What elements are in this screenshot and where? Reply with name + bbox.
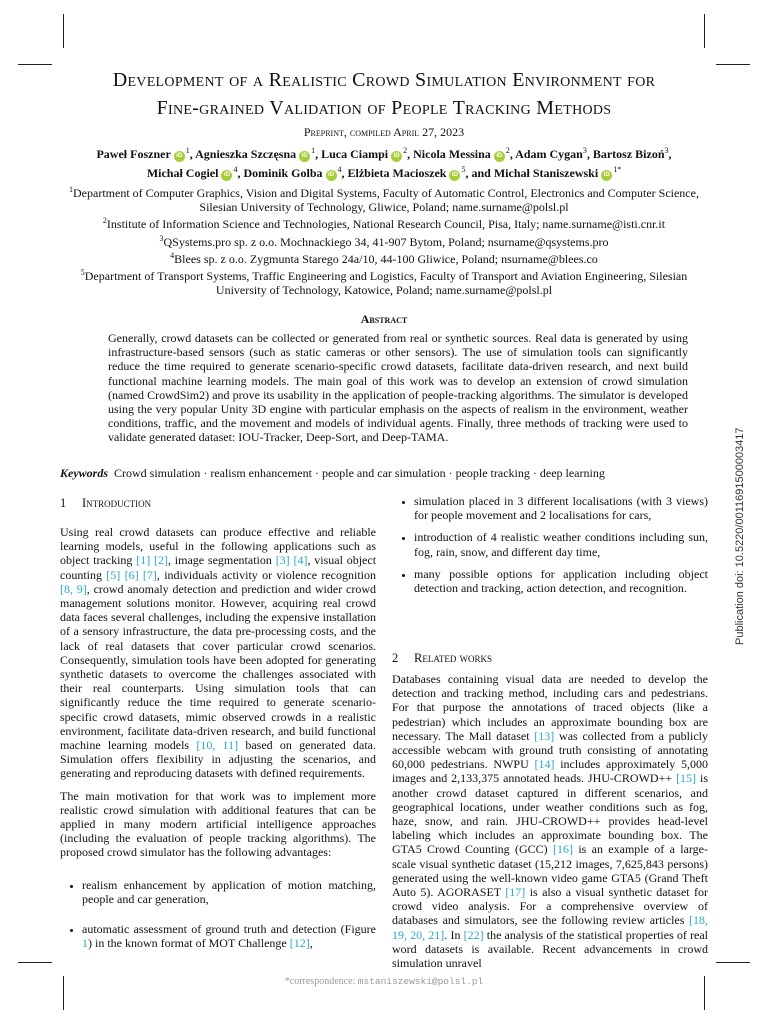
author-name: Michał Staniszewski <box>493 166 599 180</box>
list-item: • many possible options for application including object detection and tracking, action detection, and recognition. <box>414 567 708 595</box>
paper-title <box>60 66 708 122</box>
author-affiliation-number: 4 <box>233 165 238 174</box>
title-line-1: Development of a Realistic Crowd Simulation Environment for <box>112 69 656 91</box>
correspondence-footer <box>60 976 708 987</box>
citation-link[interactable]: [7] <box>142 567 157 582</box>
left-column <box>60 525 376 958</box>
crop-mark <box>18 64 52 65</box>
citation-link[interactable]: [15] <box>676 771 697 786</box>
author <box>593 147 669 161</box>
section-heading-related-works <box>392 651 492 666</box>
publication-doi: Publication doi: 10.5220/0011691500003417 <box>734 427 746 645</box>
author-affiliation-number: 5 <box>461 165 466 174</box>
text-run: based on generated data. Simulation offers flexibility in adjusting the scenarios, and generating and reproducing datasets with defined requirements. <box>60 738 376 781</box>
affiliation-text: Blees sp. z o.o. Zygmunta Starego 24a/10, 44-100 Gliwice, Poland; nsurname@blees.co <box>174 251 598 266</box>
list-item <box>82 922 376 950</box>
author <box>147 166 238 180</box>
author-affiliation-number: 2 <box>403 146 408 155</box>
affiliation-list <box>60 183 708 297</box>
citation-link[interactable]: [2] <box>154 553 169 568</box>
author-name: Bartosz Bizoń <box>592 147 665 161</box>
text-run: was collected from a publicly accessible webcam with ground truth consisting of annotating 60,000 pedestrians. NWPU <box>392 728 709 772</box>
orcid-icon[interactable]: iD <box>601 170 612 181</box>
advantages-list <box>60 878 376 951</box>
citation-link[interactable]: 1 <box>82 936 88 951</box>
orcid-icon[interactable]: iD <box>391 151 402 162</box>
list-item: • realism enhancement by application of motion matching, people and car generation, <box>82 878 376 906</box>
affiliation <box>60 249 708 266</box>
citation-link[interactable]: [5] <box>106 567 121 582</box>
orcid-icon[interactable]: iD <box>449 170 460 181</box>
advantages-list-continued <box>392 494 708 595</box>
text-run: is an example of a large-scale visual synthetic dataset (15,212 images, 7,625,843 persons) generated using the well-known video game GTA5 (Grand Theft Auto 5). AGORASET <box>392 842 708 900</box>
author-name: Adam Cygan <box>515 147 583 161</box>
orcid-icon[interactable]: iD <box>494 151 505 162</box>
text-run: automatic assessment of ground truth and detection (Figure <box>82 922 376 937</box>
author-name: Luca Ciampi <box>321 147 389 161</box>
author <box>243 166 341 180</box>
text-run: . In <box>444 927 464 942</box>
crop-mark <box>63 14 64 48</box>
orcid-icon[interactable]: iD <box>221 170 232 181</box>
text-run: Databases containing visual data are needed to develop the detection and tracking method, including cars and pedestrians. For that purpose the annotations of traced objects (like a pedestrian) which includes an approximate bounding box are necessary. The Mall dataset <box>392 672 708 743</box>
affiliation-text: Department of Transport Systems, Traffic Engineering and Logistics, Faculty of Transport and Aviation Engineering, Silesian University of Technology, Katowice, Poland; name.surname@polsl.pl <box>84 269 688 298</box>
citation-link[interactable]: [3] <box>275 553 290 568</box>
section-heading-introduction <box>60 496 151 511</box>
citation-link[interactable]: [8, 9] <box>60 581 87 596</box>
author-name: Nicola Messina <box>413 147 491 161</box>
right-column <box>392 494 708 603</box>
text-run: , crowd anomaly detection and prediction and wider crowd management solutions monitor. However, acquiring real crowd data faces several challenges, including the expensive installation of a sensory infrastructure, the data pre-processing costs, and the lack of real datasets that cover particular crowd scenarios. Consequently, simulation tools have been adopted for generating synthetic datasets to overcome the challenges associated with their real counterparts. Using simulation tools that can significantly reduce the time required to generate scenario-specific crowd datasets, mimic observed crowds in a realistic environment, facilitate data-driven research, and build functional machine learning models <box>60 581 376 753</box>
affiliation <box>60 232 708 249</box>
author <box>413 147 510 161</box>
author-affiliation-number: 2 <box>505 146 510 155</box>
affiliation-number: 3 <box>159 233 164 243</box>
affiliation <box>60 214 708 231</box>
citation-link[interactable]: [6] <box>124 567 139 582</box>
author-affiliation-number: 1 <box>185 146 190 155</box>
author-name: Dominik Golba <box>243 166 323 180</box>
related-works-paragraph <box>392 672 708 970</box>
orcid-icon[interactable]: iD <box>326 170 337 181</box>
author-name: Paweł Foszner <box>96 147 171 161</box>
author-list: Paweł Foszner $iD^1$, Agnieszka Szczęsna $iD^1$, Luca Ciampi $iD^2$, Nicola Messina $iD^2$, Adam Cygan$^3$, Bartosz Bizoń$^3$, Michał Cogiel $iD^4$, Dominik Golba $iD^4$, Elżbieta Macioszek $iD^5$, and Michał Staniszewski $iD^{1*}$ <box>96 146 672 180</box>
abstract-heading: Abstract <box>360 312 408 326</box>
affiliation-text: QSystems.pro sp. z o.o. Mochnackiego 34, 41-907 Bytom, Poland; nsurname@qsystems.pro <box>163 234 609 249</box>
text-run: is another crowd dataset captured in different scenarios, and geographical locations, under weather conditions such as fog, haze, snow, and rain. JHU-CROWD++ provides head-level labeling which includes an approximate bounding box. The GTA5 Crowd Counting (GCC) <box>392 771 708 857</box>
crop-mark <box>704 14 705 48</box>
affiliation <box>60 266 708 297</box>
author <box>195 147 315 161</box>
title-line-2: Fine-grained Validation of People Tracking Methods <box>156 97 612 119</box>
preprint-date: Preprint, compiled April 27, 2023 <box>303 125 465 139</box>
orcid-icon[interactable]: iD <box>174 151 185 162</box>
right-column-body <box>392 672 708 978</box>
author-affiliation-number: 1* <box>613 165 622 174</box>
text-run: , <box>309 936 313 951</box>
section-number: 1 <box>60 496 67 510</box>
citation-link[interactable]: [1] <box>136 553 151 568</box>
crop-mark <box>716 962 750 963</box>
intro-paragraph-1 <box>60 525 376 781</box>
citation-link[interactable]: [16] <box>553 842 573 857</box>
correspondence-email[interactable]: mstaniszewski@polsl.pl <box>357 976 484 987</box>
author-affiliation-number: 1 <box>311 146 316 155</box>
citation-link[interactable]: [10, 11] <box>196 738 239 753</box>
author-name: Elżbieta Macioszek <box>347 166 447 180</box>
citation-link[interactable]: [22] <box>463 927 484 942</box>
citation-link[interactable]: [18, 19, 20, 21] <box>392 913 708 942</box>
author <box>348 166 466 180</box>
text-run: Using real crowd datasets can produce effective and reliable learning models, useful in the following applications such as object tracking <box>60 525 376 568</box>
citation-link[interactable]: [13] <box>534 728 555 743</box>
crop-mark <box>716 64 750 65</box>
author-name: Agnieszka Szczęsna <box>195 147 297 161</box>
keywords-label: Keywords <box>60 466 108 480</box>
text-run: the analysis of the statistical properties of real word datasets is available. Recent advancements in crowd simulation unravel <box>392 927 709 971</box>
text-run: , individuals activity or violence recognition <box>156 567 376 582</box>
author-name: Michał Cogiel <box>146 166 219 180</box>
section-number: 2 <box>392 651 399 665</box>
affiliation <box>60 183 708 214</box>
text-run: is also a visual synthetic dataset for crowd video analysis. For a comprehensive overview of databases and simulators, see the following review articles <box>392 885 708 928</box>
list-item: • simulation placed in 3 different localisations (with 3 views) for people movement and 2 localisations for cars, <box>414 494 708 522</box>
text-run: includes approximately 5,000 images and 2,133,375 annotated heads. JHU-CROWD++ <box>392 757 708 786</box>
text-run: , image segmentation <box>168 553 276 568</box>
section-title: Related works <box>414 651 492 665</box>
citation-link[interactable]: [17] <box>505 885 526 900</box>
citation-link[interactable]: [12] <box>289 936 310 951</box>
section-title: Introduction <box>82 496 152 510</box>
author-affiliation-number: 4 <box>337 165 342 174</box>
keywords-text: Crowd simulation · realism enhancement · people and car simulation · people tracking · deep learning <box>114 466 605 480</box>
citation-link[interactable]: [14] <box>534 757 555 772</box>
author <box>96 147 189 161</box>
list-item: • introduction of 4 realistic weather conditions including sun, fog, rain, snow, and different day time, <box>414 530 708 558</box>
affiliation-number: 5 <box>80 268 85 278</box>
orcid-icon[interactable]: iD <box>299 151 310 162</box>
author <box>515 147 587 161</box>
abstract-text: Generally, crowd datasets can be collected or generated from real or synthetic sources. Real data is generated by using infrastructure-based sensors (such as static cameras or other sensors). The use of simulation tools can significantly reduce the time required to generate scenario-specific crowd datasets, facilitate data-driven research, and next build functional machine learning models. The main goal of this work was to develop an extension of crowd simulation (named CrowdSim2) and prove its usability in the application of people-tracking algorithms. The simulator is developed using the very popular Unity 3D engine with particular emphasis on the aspects of realism in the environment, weather conditions, traffic, and the movement and models of individual agents. Finally, three methods of tracking were used to validate generated dataset: IOU-Tracker, Deep-Sort, and Deep-TAMA. <box>108 331 688 445</box>
affiliation-number: 4 <box>170 250 175 260</box>
affiliation-text: Institute of Information Science and Technologies, National Research Council, Pisa, Italy; name.surname@isti.cnr.it <box>106 217 666 232</box>
affiliation-text: Department of Computer Graphics, Vision and Digital Systems, Faculty of Automatic Control, Electronics and Computer Science, Silesian University of Technology, Gliwice, Poland; name.surname@polsl.pl <box>73 186 699 215</box>
intro-paragraph-2: The main motivation for that work was to implement more realistic crowd simulation with additional features that can be applied in many modern artificial intelligence approaches (including the evaluation of people tracking algorithms). The proposed crowd simulator has the following advantages: <box>60 788 376 860</box>
text-run: ) in the known format of MOT Challenge <box>88 936 290 951</box>
author <box>494 166 621 180</box>
correspondence-label: *correspondence: <box>284 976 356 987</box>
author <box>321 147 407 161</box>
author-affiliation-number: 3 <box>664 146 669 155</box>
author-affiliation-number: 3 <box>582 146 587 155</box>
citation-link[interactable]: [4] <box>293 553 308 568</box>
crop-mark <box>18 962 52 963</box>
affiliation-number: 2 <box>102 216 107 226</box>
keywords-line <box>60 466 708 480</box>
text-run: , visual object counting <box>60 553 377 582</box>
affiliation-number: 1 <box>69 185 74 194</box>
